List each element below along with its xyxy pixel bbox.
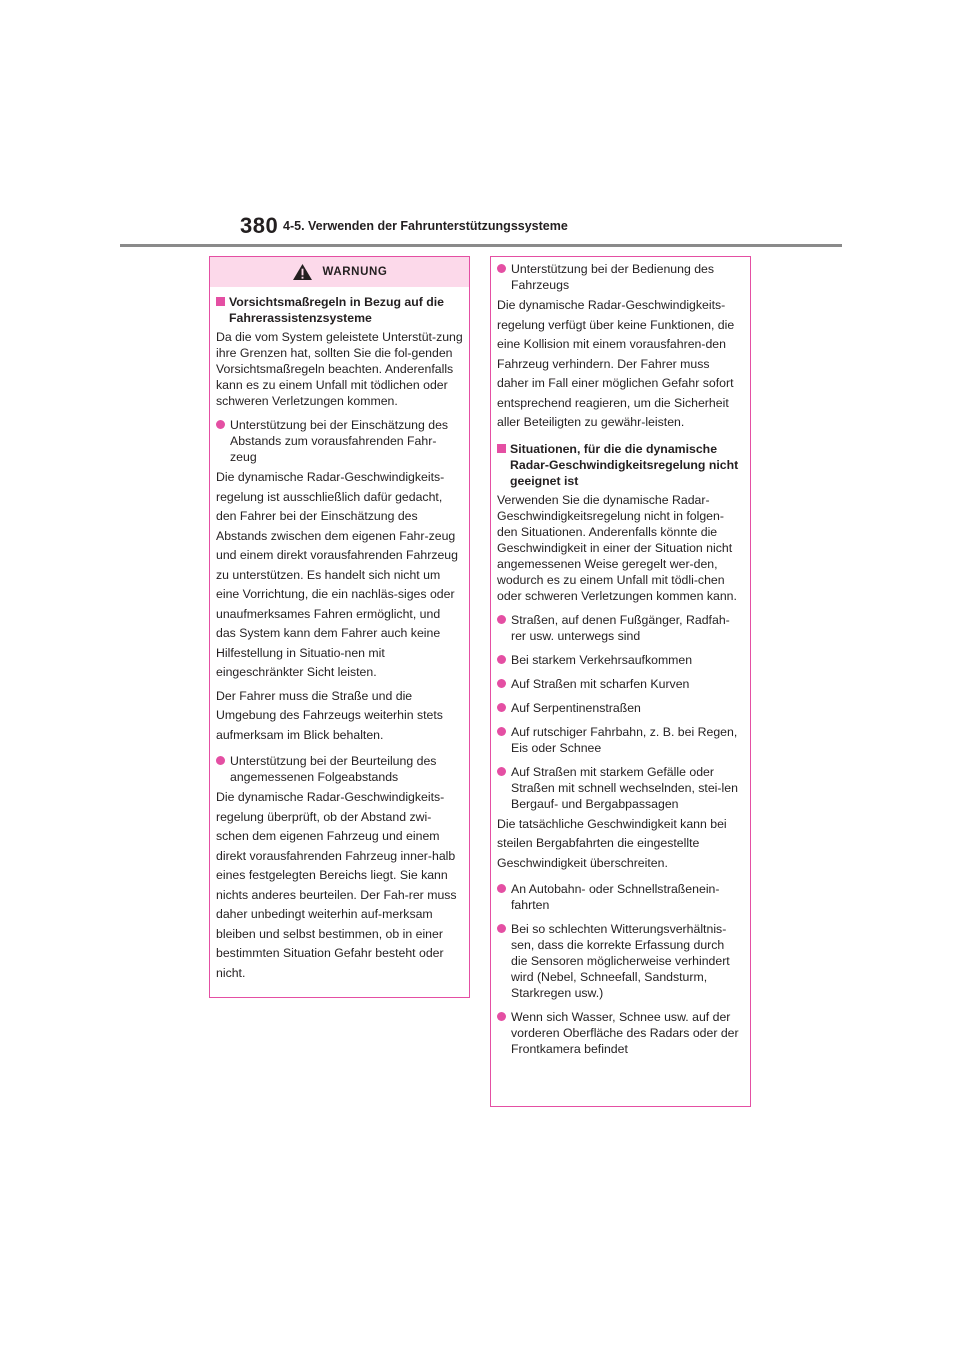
header-rule <box>120 244 842 247</box>
warning-heading-text: Vorsichtsmaßregeln in Bezug auf die Fahrerassistenzsysteme <box>229 295 445 325</box>
paragraph: Die tatsächliche Geschwindigkeit kann bei steilen Bergabfahrten die eingestellte Geschwindigkeit überschreiten. <box>497 816 727 870</box>
circle-bullet-icon <box>497 264 506 273</box>
situation-item <box>497 921 743 1001</box>
situation-item <box>497 676 743 692</box>
situations-heading-text: Situationen, für die die dynamische Radar-Geschwindigkeitsregelung nicht geeignet ist <box>510 441 739 488</box>
situation-text: Auf Straßen mit starkem Gefälle oder Straßen mit schnell wechselnden, stei-len Bergauf- und Bergabpassagen <box>511 764 738 811</box>
circle-bullet-icon <box>497 924 506 933</box>
situation-item <box>497 881 743 913</box>
circle-bullet-icon <box>497 679 506 688</box>
circle-bullet-icon <box>216 420 225 429</box>
paragraph: Die dynamische Radar-Geschwindigkeits-regelung verfügt über keine Funktionen, die eine Kollision mit einem vorausfahren-den Fahrzeug verhindern. Der Fahrer muss daher im Fall einer möglichen Gefahr sofort entsprechend reagieren, um die Sicherheit aller Beteiligten zu gewähr-leisten. <box>497 298 735 429</box>
square-bullet-icon <box>216 297 225 306</box>
circle-bullet-icon <box>497 615 506 624</box>
situation-text: Straßen, auf denen Fußgänger, Radfah-rer usw. unterwegs sind <box>511 612 730 643</box>
warning-triangle-icon <box>292 263 313 281</box>
circle-bullet-icon <box>497 767 506 776</box>
situation-item <box>497 652 743 668</box>
warning-label: WARNUNG <box>322 266 388 278</box>
situation-item <box>497 612 743 644</box>
situation-text: Bei starkem Verkehrsaufkommen <box>511 652 693 667</box>
circle-bullet-icon <box>497 884 506 893</box>
bullet-item <box>216 753 463 785</box>
page-number: 380 <box>240 213 279 238</box>
warning-box <box>209 256 470 998</box>
situation-text: Auf Straßen mit scharfen Kurven <box>511 676 690 691</box>
situation-text: Auf Serpentinenstraßen <box>511 700 641 715</box>
circle-bullet-icon <box>497 655 506 664</box>
square-bullet-icon <box>497 444 506 453</box>
bullet-text: Unterstützung bei der Einschätzung des Abstands zum vorausfahrenden Fahr-zeug <box>230 418 449 464</box>
warning-heading <box>216 294 463 326</box>
paragraph: Die dynamische Radar-Geschwindigkeits-regelung ist ausschließlich dafür gedacht, den Fahrer bei der Einschätzung des Abstands zwischen dem eigenen Fahr-zeug und einem direkt vorausfahrenden Fahrzeug zu unterstützen. Es handelt sich nicht um eine Vorrichtung, die ein nachläs-siges oder unaufmerksames Fahren ermöglicht, und das System kann dem Fahrer auch keine Hilfestellung in Situatio-nen mit eingeschränkter Sicht leisten. <box>216 470 458 679</box>
situation-text: Wenn sich Wasser, Schnee usw. auf der vorderen Oberfläche des Radars oder der Frontkamera befindet <box>511 1010 739 1056</box>
situation-item <box>497 724 743 756</box>
bullet-item <box>497 261 743 293</box>
situation-text: Bei so schlechten Witterungsverhältnis-sen, dass die korrekte Erfassung durch die Sensoren möglicherweise verhindert wird (Nebel, Schneefall, Sandsturm, Starkregen usw.) <box>511 922 730 1000</box>
warning-body <box>210 287 469 983</box>
bullet-text: Unterstützung bei der Beurteilung des angemessenen Folgeabstands <box>230 754 437 784</box>
situation-item <box>497 764 743 812</box>
warning-intro: Da die vom System geleistete Unterstüt-zung ihre Grenzen hat, sollten Sie die fol-genden Vorsichtsmaßregeln beachten. Anderenfalls kann es zu einem Unfall mit tödlichen oder schweren Verletzungen kommen. <box>216 330 463 408</box>
situation-item <box>497 1009 743 1057</box>
circle-bullet-icon <box>497 727 506 736</box>
paragraph: Verwenden Sie die dynamische Radar-Geschwindigkeitsregelung nicht in folgen-den Situationen. Anderenfalls könnte die Geschwindigkeit in einer der Situation nicht angemessenen Weise geregelt wer-den, wodurch es zu einem Unfall mit tödli-chen oder schweren Verletzungen kommen kann. <box>497 492 737 603</box>
situation-text: An Autobahn- oder Schnellstraßenein-fahrten <box>511 882 720 912</box>
section-title: 4-5. Verwenden der Fahrunterstützungssysteme <box>283 219 568 233</box>
situation-text: Auf rutschiger Fahrbahn, z. B. bei Regen, Eis oder Schnee <box>511 724 738 755</box>
paragraph: Der Fahrer muss die Straße und die Umgebung des Fahrzeugs weiterhin stets aufmerksam im Blick behalten. <box>216 688 443 742</box>
circle-bullet-icon <box>497 1012 506 1021</box>
situation-item <box>497 700 743 716</box>
bullet-text: Unterstützung bei der Bedienung des Fahrzeugs <box>511 262 715 292</box>
paragraph: Die dynamische Radar-Geschwindigkeits-regelung überprüft, ob der Abstand zwi-schen dem eigenen Fahrzeug und einem direkt vorausfahrenden Fahrzeug inner-halb eines festgelegten Bereichs liegt. Sie kann nichts anderes beurteilen. Der Fah-rer muss daher unbedingt weiterhin auf-merksam bleiben und selbst bestimmen, ob in einer bestimmten Situation Gefahr besteht oder nicht. <box>216 790 457 980</box>
circle-bullet-icon <box>216 756 225 765</box>
situations-heading <box>497 441 743 489</box>
continuation-box <box>490 256 751 1107</box>
bullet-item <box>216 417 463 465</box>
circle-bullet-icon <box>497 703 506 712</box>
warning-header <box>210 257 469 287</box>
